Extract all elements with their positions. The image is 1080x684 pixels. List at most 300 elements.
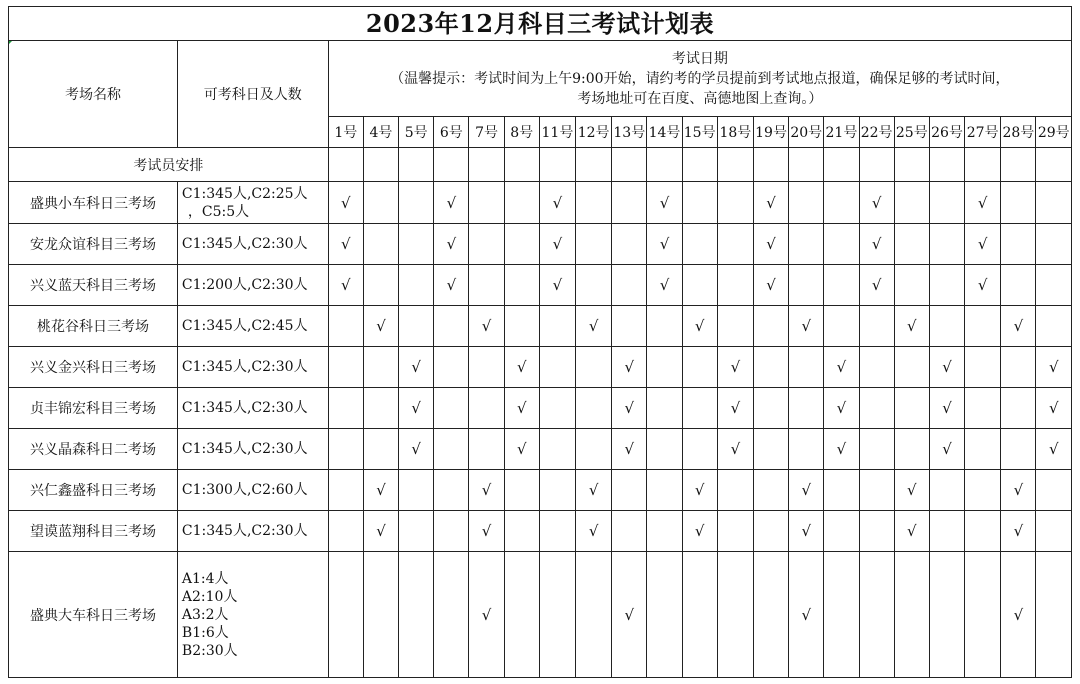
day-header: 8号 xyxy=(504,117,539,148)
schedule-cell xyxy=(929,306,964,347)
schedule-cell xyxy=(929,511,964,552)
schedule-cell xyxy=(894,224,929,265)
venue-capacity xyxy=(177,470,328,511)
table-row xyxy=(9,306,1072,347)
check-mark: √ xyxy=(766,276,776,294)
table-row xyxy=(9,511,1072,552)
schedule-cell xyxy=(824,265,859,306)
venue-name: 兴仁鑫盛科日三考场 xyxy=(9,470,178,511)
day-header: 25号 xyxy=(894,117,929,148)
table-row xyxy=(9,265,1072,306)
hint-line-1: （温馨提示：考试时间为上午9:00开始，请约考的学员提前到考试地点报道，确保足够的考试时间， xyxy=(390,70,1010,87)
schedule-cell xyxy=(929,388,964,429)
schedule-cell xyxy=(328,429,363,470)
schedule-cell xyxy=(717,552,753,678)
schedule-cell xyxy=(539,511,575,552)
venue-name: 兴义晶森科日二考场 xyxy=(9,429,178,470)
schedule-cell xyxy=(576,470,612,511)
schedule-cell xyxy=(399,552,434,678)
schedule-cell xyxy=(1001,265,1036,306)
schedule-cell xyxy=(328,388,363,429)
schedule-cell xyxy=(612,511,647,552)
schedule-cell xyxy=(965,306,1001,347)
day-header: 19号 xyxy=(753,117,788,148)
schedule-cell xyxy=(682,306,717,347)
schedule-cell xyxy=(328,306,363,347)
schedule-cell xyxy=(717,388,753,429)
venue-name: 兴义蓝天科目三考场 xyxy=(9,265,178,306)
schedule-cell xyxy=(647,429,682,470)
schedule-cell xyxy=(647,182,682,224)
schedule-cell xyxy=(647,511,682,552)
day-header: 26号 xyxy=(929,117,964,148)
schedule-cell xyxy=(504,182,539,224)
check-mark: √ xyxy=(694,317,705,335)
schedule-cell xyxy=(824,470,859,511)
check-mark: √ xyxy=(942,358,952,376)
schedule-cell xyxy=(576,347,612,388)
examiner-cell xyxy=(965,148,1001,182)
schedule-cell xyxy=(894,470,929,511)
schedule-cell xyxy=(789,224,824,265)
schedule-cell xyxy=(789,470,824,511)
schedule-cell xyxy=(929,470,964,511)
schedule-cell xyxy=(469,224,504,265)
schedule-cell xyxy=(399,182,434,224)
check-mark: √ xyxy=(1013,605,1024,624)
schedule-cell xyxy=(399,388,434,429)
examiner-cell xyxy=(434,148,469,182)
examiner-cell xyxy=(859,148,894,182)
schedule-cell xyxy=(1001,429,1036,470)
schedule-cell xyxy=(965,347,1001,388)
schedule-cell xyxy=(929,182,964,224)
schedule-cell xyxy=(753,552,788,678)
schedule-cell xyxy=(1001,182,1036,224)
check-mark: √ xyxy=(1013,317,1024,335)
schedule-cell xyxy=(647,306,682,347)
schedule-cell xyxy=(328,511,363,552)
check-mark: √ xyxy=(871,276,882,294)
check-mark: √ xyxy=(341,276,351,294)
venue-capacity xyxy=(177,182,328,224)
table-row xyxy=(9,552,1072,678)
schedule-cell xyxy=(576,388,612,429)
capacity-line: A3:2人 xyxy=(181,606,229,623)
schedule-cell xyxy=(647,470,682,511)
examiner-cell xyxy=(399,148,434,182)
check-mark: √ xyxy=(552,235,563,253)
schedule-cell xyxy=(753,265,788,306)
schedule-cell xyxy=(504,470,539,511)
day-header: 12号 xyxy=(576,117,612,148)
schedule-cell xyxy=(469,347,504,388)
day-header: 14号 xyxy=(647,117,682,148)
schedule-cell xyxy=(328,224,363,265)
schedule-cell xyxy=(717,265,753,306)
check-mark: √ xyxy=(376,317,386,335)
schedule-cell xyxy=(753,511,788,552)
check-mark: √ xyxy=(481,481,492,499)
schedule-cell xyxy=(539,552,575,678)
venue-name: 桃花谷科日三考场 xyxy=(9,306,178,347)
examiner-cell xyxy=(929,148,964,182)
schedule-cell xyxy=(929,429,964,470)
schedule-cell xyxy=(363,470,398,511)
schedule-cell xyxy=(399,306,434,347)
schedule-cell xyxy=(434,429,469,470)
schedule-cell xyxy=(647,552,682,678)
schedule-cell xyxy=(859,470,894,511)
check-mark: √ xyxy=(481,522,492,540)
examiner-cell xyxy=(647,148,682,182)
schedule-cell xyxy=(859,511,894,552)
schedule-cell xyxy=(1001,224,1036,265)
capacity-line: C1:345人,C2:25人 xyxy=(181,185,308,202)
capacity-line: A2:10人 xyxy=(181,588,238,605)
schedule-cell xyxy=(859,388,894,429)
schedule-cell xyxy=(539,429,575,470)
check-mark: √ xyxy=(446,235,457,253)
check-mark: √ xyxy=(481,317,492,335)
exam-date-header xyxy=(328,41,1071,117)
schedule-cell xyxy=(399,470,434,511)
check-mark: √ xyxy=(481,605,492,624)
capacity-line: C1:345人,C2:30人 xyxy=(181,523,308,539)
schedule-cell xyxy=(753,224,788,265)
schedule-cell xyxy=(717,182,753,224)
check-mark: √ xyxy=(694,522,705,540)
schedule-cell xyxy=(469,265,504,306)
day-header: 18号 xyxy=(717,117,753,148)
schedule-cell xyxy=(363,429,398,470)
day-header: 13号 xyxy=(612,117,647,148)
schedule-cell xyxy=(576,552,612,678)
check-mark: √ xyxy=(552,276,563,294)
check-mark: √ xyxy=(871,235,882,253)
schedule-cell xyxy=(717,306,753,347)
venue-name: 兴义金兴科日三考场 xyxy=(9,347,178,388)
check-mark: √ xyxy=(516,399,527,417)
schedule-cell xyxy=(824,388,859,429)
check-mark: √ xyxy=(624,440,635,458)
schedule-cell xyxy=(859,347,894,388)
check-mark: √ xyxy=(624,358,635,376)
schedule-cell xyxy=(363,182,398,224)
schedule-cell xyxy=(824,224,859,265)
schedule-cell xyxy=(1001,347,1036,388)
schedule-cell xyxy=(717,347,753,388)
schedule-cell xyxy=(612,429,647,470)
schedule-cell xyxy=(576,182,612,224)
schedule-cell xyxy=(434,347,469,388)
schedule-cell xyxy=(612,224,647,265)
schedule-cell xyxy=(363,306,398,347)
table-row xyxy=(9,470,1072,511)
schedule-cell xyxy=(894,347,929,388)
capacity-line: C1:300人,C2:60人 xyxy=(181,482,308,498)
schedule-cell xyxy=(1001,306,1036,347)
examiner-cell xyxy=(894,148,929,182)
schedule-cell xyxy=(824,182,859,224)
capacity-line: C1:345人,C2:30人 xyxy=(181,441,308,457)
schedule-cell xyxy=(1001,511,1036,552)
schedule-cell xyxy=(824,306,859,347)
check-mark: √ xyxy=(624,399,635,417)
schedule-cell xyxy=(539,388,575,429)
check-mark: √ xyxy=(1013,481,1024,499)
capacity-line: A1:4人 xyxy=(181,570,229,587)
schedule-cell xyxy=(647,388,682,429)
check-mark: √ xyxy=(588,522,599,540)
check-mark: √ xyxy=(411,358,421,376)
check-mark: √ xyxy=(341,193,351,212)
examiner-cell xyxy=(363,148,398,182)
schedule-cell xyxy=(859,306,894,347)
check-mark: √ xyxy=(907,481,917,499)
schedule-cell xyxy=(717,224,753,265)
schedule-cell xyxy=(859,182,894,224)
schedule-cell xyxy=(469,552,504,678)
schedule-cell xyxy=(434,388,469,429)
examiner-cell xyxy=(753,148,788,182)
schedule-cell xyxy=(363,388,398,429)
schedule-cell xyxy=(753,347,788,388)
schedule-cell xyxy=(965,552,1001,678)
schedule-cell xyxy=(504,429,539,470)
schedule-cell xyxy=(612,552,647,678)
check-mark: √ xyxy=(411,440,421,458)
schedule-cell xyxy=(539,182,575,224)
schedule-cell xyxy=(894,511,929,552)
schedule-cell xyxy=(789,552,824,678)
schedule-cell xyxy=(504,388,539,429)
schedule-cell xyxy=(328,470,363,511)
schedule-cell xyxy=(539,347,575,388)
check-mark: √ xyxy=(659,235,670,253)
schedule-cell xyxy=(682,388,717,429)
schedule-cell xyxy=(682,224,717,265)
schedule-cell xyxy=(894,306,929,347)
day-header: 6号 xyxy=(434,117,469,148)
check-mark: √ xyxy=(907,522,917,540)
schedule-cell xyxy=(682,511,717,552)
capacity-line: B2:30人 xyxy=(181,642,238,659)
schedule-cell xyxy=(859,552,894,678)
examiner-cell xyxy=(824,148,859,182)
schedule-cell xyxy=(753,388,788,429)
check-mark: √ xyxy=(411,399,421,417)
venue-name: 贞丰锦宏科目三考场 xyxy=(9,388,178,429)
schedule-cell xyxy=(1036,224,1072,265)
schedule-cell xyxy=(399,429,434,470)
examiner-row-label: 考试员安排 xyxy=(9,148,329,182)
schedule-cell xyxy=(612,347,647,388)
check-mark: √ xyxy=(977,276,988,294)
check-mark: √ xyxy=(376,481,386,499)
examiner-cell xyxy=(504,148,539,182)
schedule-cell xyxy=(469,182,504,224)
schedule-cell xyxy=(1036,347,1072,388)
venue-capacity xyxy=(177,306,328,347)
schedule-cell xyxy=(965,182,1001,224)
schedule-cell xyxy=(363,552,398,678)
schedule-cell xyxy=(753,182,788,224)
schedule-cell xyxy=(789,388,824,429)
check-mark: √ xyxy=(801,522,812,540)
schedule-cell xyxy=(363,265,398,306)
schedule-cell xyxy=(363,347,398,388)
schedule-cell xyxy=(399,347,434,388)
schedule-cell xyxy=(363,511,398,552)
schedule-cell xyxy=(789,429,824,470)
schedule-cell xyxy=(682,552,717,678)
day-header: 4号 xyxy=(363,117,398,148)
schedule-cell xyxy=(965,388,1001,429)
schedule-cell xyxy=(399,224,434,265)
schedule-cell xyxy=(824,429,859,470)
check-mark: √ xyxy=(624,605,635,624)
check-mark: √ xyxy=(376,522,386,540)
venue-name: 安龙众谊科目三考场 xyxy=(9,224,178,265)
schedule-cell xyxy=(612,265,647,306)
schedule-cell xyxy=(859,429,894,470)
check-mark: √ xyxy=(977,235,988,253)
check-mark: √ xyxy=(977,193,988,212)
examiner-cell xyxy=(612,148,647,182)
schedule-cell xyxy=(894,265,929,306)
schedule-cell xyxy=(929,224,964,265)
capacity-line: C1:345人,C2:30人 xyxy=(181,236,308,252)
schedule-cell xyxy=(647,265,682,306)
examiner-cell xyxy=(539,148,575,182)
day-header: 28号 xyxy=(1001,117,1036,148)
exam-date-label: 考试日期 xyxy=(671,50,728,67)
check-mark: √ xyxy=(836,358,847,376)
check-mark: √ xyxy=(766,235,776,253)
schedule-cell xyxy=(504,306,539,347)
schedule-cell xyxy=(1036,182,1072,224)
schedule-cell xyxy=(576,265,612,306)
schedule-cell xyxy=(682,429,717,470)
schedule-cell xyxy=(504,265,539,306)
schedule-cell xyxy=(789,347,824,388)
schedule-cell xyxy=(789,511,824,552)
day-header: 20号 xyxy=(789,117,824,148)
schedule-cell xyxy=(789,182,824,224)
table-row xyxy=(9,347,1072,388)
schedule-cell xyxy=(1036,429,1072,470)
schedule-cell xyxy=(539,265,575,306)
schedule-cell xyxy=(859,265,894,306)
schedule-cell xyxy=(434,306,469,347)
schedule-cell xyxy=(682,470,717,511)
check-mark: √ xyxy=(801,317,812,335)
check-mark: √ xyxy=(588,481,599,499)
schedule-cell xyxy=(717,511,753,552)
check-mark: √ xyxy=(801,481,812,499)
schedule-cell xyxy=(434,224,469,265)
schedule-cell xyxy=(682,182,717,224)
schedule-cell xyxy=(965,470,1001,511)
examiner-cell xyxy=(789,148,824,182)
schedule-cell xyxy=(328,265,363,306)
check-mark: √ xyxy=(942,399,952,417)
schedule-cell xyxy=(434,511,469,552)
check-mark: √ xyxy=(659,193,670,212)
schedule-cell xyxy=(1001,388,1036,429)
capacity-column-header: 可考科日及人数 xyxy=(177,41,328,148)
schedule-cell xyxy=(399,511,434,552)
schedule-cell xyxy=(753,470,788,511)
check-mark: √ xyxy=(730,358,741,376)
check-mark: √ xyxy=(942,440,952,458)
schedule-cell xyxy=(894,429,929,470)
check-mark: √ xyxy=(1048,358,1059,376)
venue-capacity xyxy=(177,552,328,678)
capacity-line: C1:200人,C2:30人 xyxy=(181,277,308,293)
check-mark: √ xyxy=(836,399,847,417)
schedule-cell xyxy=(1036,388,1072,429)
examiner-cell xyxy=(469,148,504,182)
schedule-cell xyxy=(576,306,612,347)
schedule-cell xyxy=(929,347,964,388)
check-mark: √ xyxy=(730,440,741,458)
schedule-cell xyxy=(576,511,612,552)
schedule-cell xyxy=(1036,511,1072,552)
schedule-cell xyxy=(929,265,964,306)
capacity-line: C1:345人,C2:45人 xyxy=(181,318,308,334)
check-mark: √ xyxy=(446,276,457,294)
venue-capacity xyxy=(177,224,328,265)
schedule-cell xyxy=(753,306,788,347)
check-mark: √ xyxy=(588,317,599,335)
schedule-cell xyxy=(469,511,504,552)
capacity-line: B1:6人 xyxy=(181,624,229,641)
examiner-cell xyxy=(576,148,612,182)
table-row xyxy=(9,224,1072,265)
venue-capacity xyxy=(177,265,328,306)
schedule-cell xyxy=(647,347,682,388)
schedule-cell xyxy=(612,470,647,511)
schedule-cell xyxy=(1036,306,1072,347)
schedule-cell xyxy=(1001,470,1036,511)
venue-capacity xyxy=(177,388,328,429)
day-header: 15号 xyxy=(682,117,717,148)
schedule-cell xyxy=(469,388,504,429)
schedule-cell xyxy=(824,511,859,552)
venue-column-header: 考场名称 xyxy=(9,41,178,148)
schedule-cell xyxy=(469,470,504,511)
schedule-cell xyxy=(965,429,1001,470)
day-header: 5号 xyxy=(399,117,434,148)
examiner-cell xyxy=(328,148,363,182)
check-mark: √ xyxy=(446,193,457,212)
schedule-cell xyxy=(612,182,647,224)
table-row xyxy=(9,388,1072,429)
check-mark: √ xyxy=(907,317,917,335)
schedule-cell xyxy=(965,265,1001,306)
schedule-cell xyxy=(753,429,788,470)
schedule-cell xyxy=(434,182,469,224)
venue-capacity xyxy=(177,429,328,470)
schedule-cell xyxy=(539,306,575,347)
schedule-cell xyxy=(929,552,964,678)
check-mark: √ xyxy=(1048,399,1059,417)
schedule-cell xyxy=(434,265,469,306)
schedule-cell xyxy=(504,552,539,678)
check-mark: √ xyxy=(1048,440,1059,458)
